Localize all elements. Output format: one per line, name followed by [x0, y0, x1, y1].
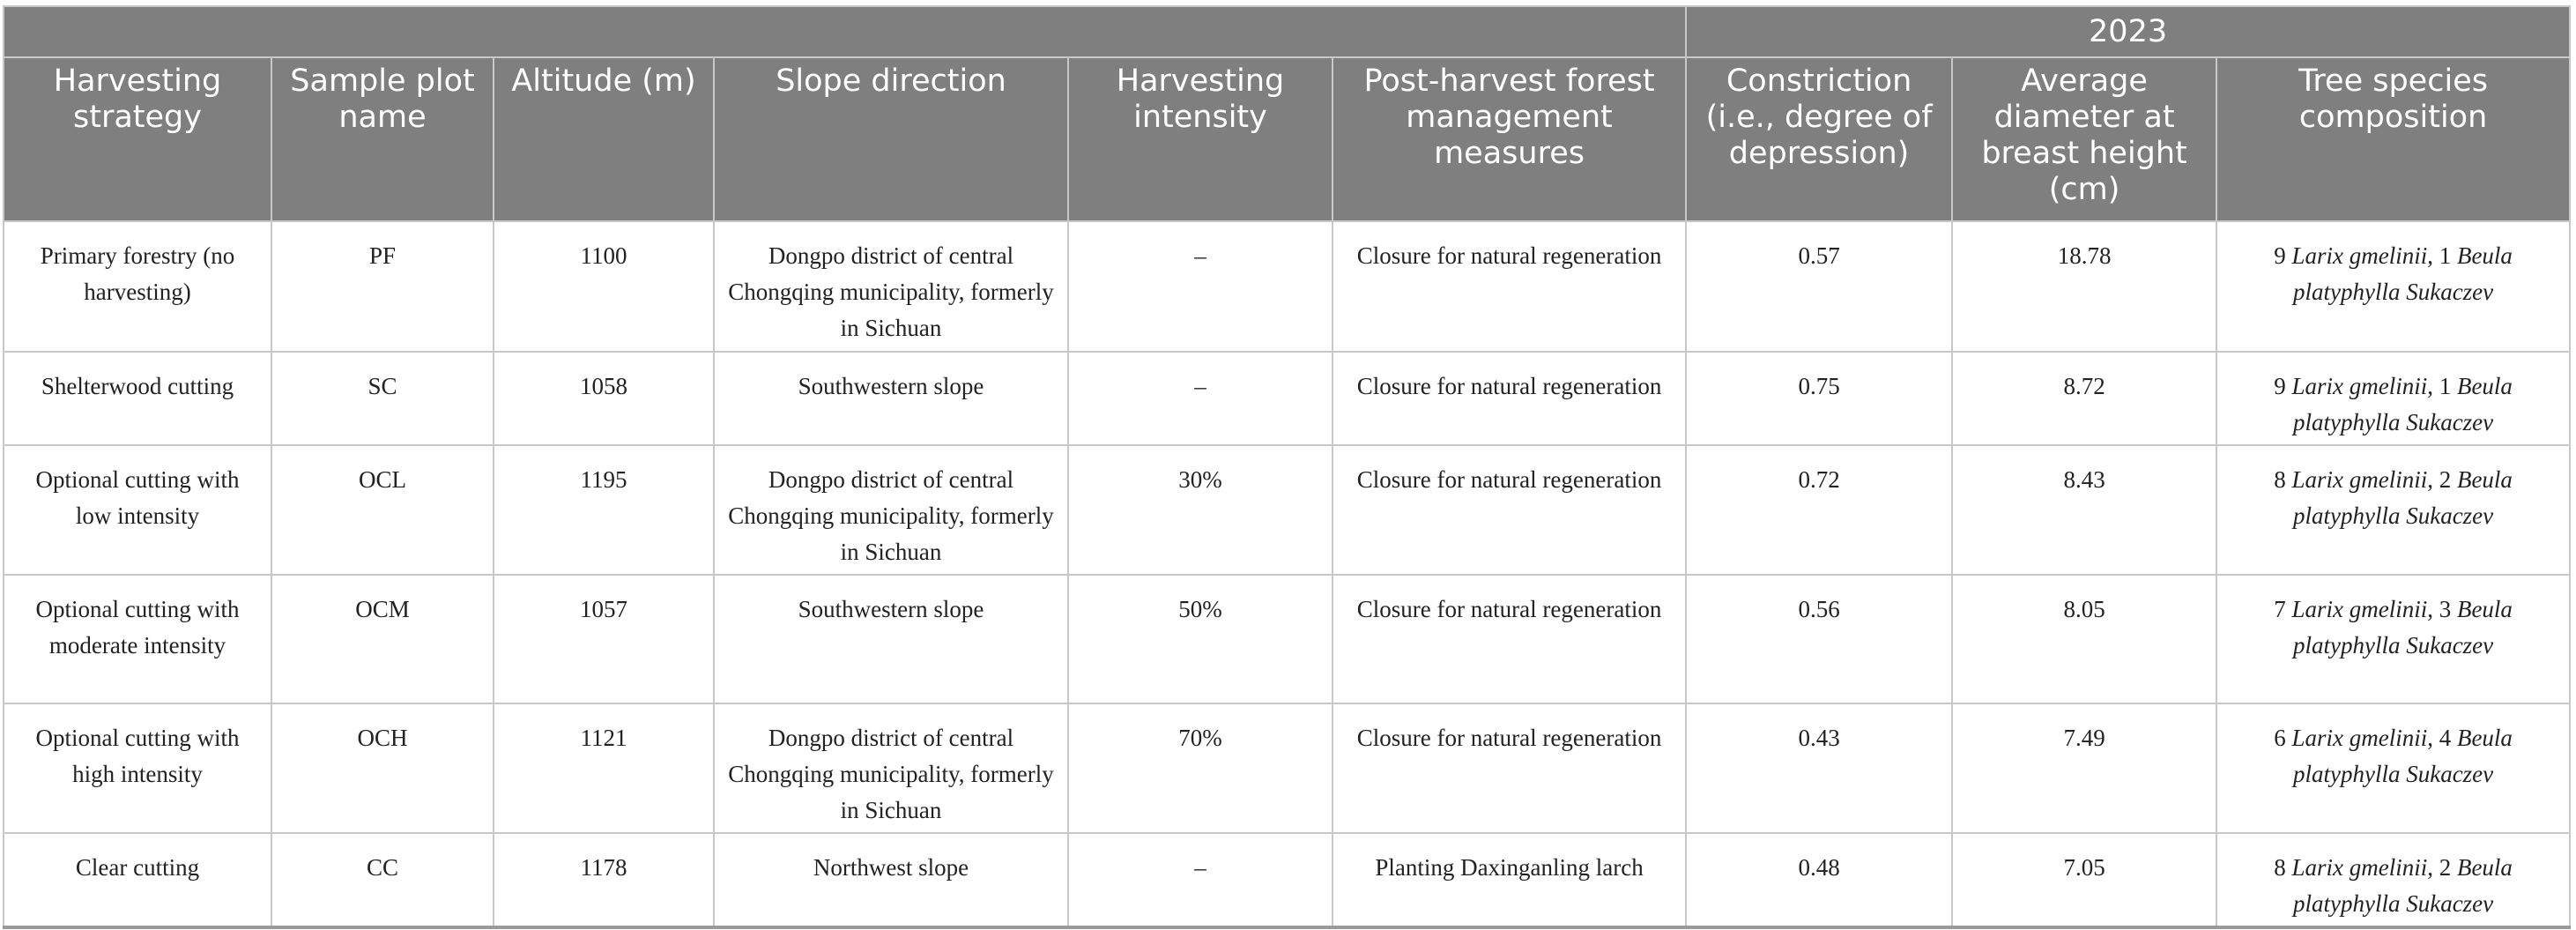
table-row: [4, 221, 2570, 352]
betula-count: 3: [2439, 596, 2452, 622]
cell-altitude: 1057: [494, 575, 714, 703]
cell-post-harvest-measures: Planting Daxinganling larch: [1333, 833, 1686, 927]
table-row: [4, 352, 2570, 445]
cell-constriction: 0.72: [1686, 445, 1952, 575]
cell-altitude: 1195: [494, 445, 714, 575]
cell-slope-direction: Dongpo district of central Chongqing municipality, formerly in Sichuan: [714, 445, 1068, 575]
group-header-row: [4, 6, 2570, 57]
cell-post-harvest-measures: Closure for natural regeneration: [1333, 445, 1686, 575]
cell-post-harvest-measures: Closure for natural regeneration: [1333, 703, 1686, 833]
cell-constriction: 0.57: [1686, 221, 1952, 352]
betula-species-name: Beula platyphylla Sukaczev: [2292, 725, 2513, 787]
larix-species-name: Larix gmelinii: [2291, 373, 2428, 399]
cell-post-harvest-measures: Closure for natural regeneration: [1333, 352, 1686, 445]
cell-harvesting-strategy: Shelterwood cutting: [4, 352, 271, 445]
cell-slope-direction: Southwestern slope: [714, 575, 1068, 703]
betula-species-name: Beula platyphylla Sukaczev: [2292, 373, 2513, 435]
cell-harvesting-strategy: Optional cutting with moderate intensity: [4, 575, 271, 703]
betula-count: 1: [2439, 373, 2452, 399]
cell-harvesting-strategy: Optional cutting with low intensity: [4, 445, 271, 575]
betula-count: 1: [2439, 242, 2452, 269]
group-header-year: 2023: [1686, 6, 2570, 57]
betula-species-name: Beula platyphylla Sukaczev: [2292, 596, 2513, 658]
cell-harvesting-intensity: –: [1068, 833, 1333, 927]
larix-species-name: Larix gmelinii: [2291, 725, 2428, 751]
cell-post-harvest-measures: Closure for natural regeneration: [1333, 221, 1686, 352]
betula-count: 2: [2439, 854, 2452, 881]
larix-count: 8: [2274, 466, 2286, 493]
harvesting-strategy-table: [3, 5, 2571, 929]
column-header-harvesting-strategy: Harvesting strategy: [4, 57, 271, 221]
cell-slope-direction: Dongpo district of central Chongqing municipality, formerly in Sichuan: [714, 221, 1068, 352]
cell-post-harvest-measures: Closure for natural regeneration: [1333, 575, 1686, 703]
cell-harvesting-intensity: 70%: [1068, 703, 1333, 833]
betula-species-name: Beula platyphylla Sukaczev: [2292, 854, 2513, 917]
cell-altitude: 1058: [494, 352, 714, 445]
table-row: [4, 575, 2570, 703]
column-header-post-harvest-measures: Post-harvest forest management measures: [1333, 57, 1686, 221]
cell-constriction: 0.56: [1686, 575, 1952, 703]
cell-sample-plot-name: OCH: [271, 703, 494, 833]
cell-slope-direction: Dongpo district of central Chongqing municipality, formerly in Sichuan: [714, 703, 1068, 833]
table-body: [4, 221, 2570, 927]
cell-constriction: 0.48: [1686, 833, 1952, 927]
cell-average-dbh: 8.72: [1952, 352, 2216, 445]
cell-sample-plot-name: OCL: [271, 445, 494, 575]
cell-tree-species-composition: 8 Larix gmelinii, 2 Beula platyphylla Sukaczev: [2216, 833, 2570, 927]
table-header: [4, 6, 2570, 221]
cell-sample-plot-name: PF: [271, 221, 494, 352]
larix-species-name: Larix gmelinii: [2291, 242, 2428, 269]
table-row: [4, 833, 2570, 927]
harvesting-table-container: [3, 5, 2569, 929]
betula-count: 4: [2439, 725, 2452, 751]
cell-slope-direction: Southwestern slope: [714, 352, 1068, 445]
column-header-row: [4, 57, 2570, 221]
column-header-slope-direction: Slope direction: [714, 57, 1068, 221]
column-header-constriction: Constriction (i.e., degree of depression): [1686, 57, 1952, 221]
cell-average-dbh: 7.05: [1952, 833, 2216, 927]
cell-average-dbh: 8.05: [1952, 575, 2216, 703]
cell-harvesting-strategy: Clear cutting: [4, 833, 271, 927]
betula-species-name: Beula platyphylla Sukaczev: [2292, 242, 2513, 305]
larix-count: 8: [2274, 854, 2286, 881]
cell-constriction: 0.75: [1686, 352, 1952, 445]
cell-tree-species-composition: 9 Larix gmelinii, 1 Beula platyphylla Sukaczev: [2216, 352, 2570, 445]
cell-altitude: 1178: [494, 833, 714, 927]
table-row: [4, 445, 2570, 575]
larix-count: 7: [2274, 596, 2286, 622]
cell-slope-direction: Northwest slope: [714, 833, 1068, 927]
larix-count: 9: [2274, 373, 2286, 399]
cell-average-dbh: 18.78: [1952, 221, 2216, 352]
column-header-sample-plot-name: Sample plot name: [271, 57, 494, 221]
column-header-harvesting-intensity: Harvesting intensity: [1068, 57, 1333, 221]
cell-constriction: 0.43: [1686, 703, 1952, 833]
larix-species-name: Larix gmelinii: [2291, 854, 2428, 881]
cell-sample-plot-name: OCM: [271, 575, 494, 703]
group-header-blank: [4, 6, 1686, 57]
larix-species-name: Larix gmelinii: [2291, 596, 2428, 622]
larix-species-name: Larix gmelinii: [2291, 466, 2428, 493]
cell-altitude: 1100: [494, 221, 714, 352]
table-row: [4, 703, 2570, 833]
cell-harvesting-intensity: 30%: [1068, 445, 1333, 575]
cell-harvesting-intensity: –: [1068, 221, 1333, 352]
betula-species-name: Beula platyphylla Sukaczev: [2292, 466, 2513, 529]
cell-sample-plot-name: CC: [271, 833, 494, 927]
larix-count: 9: [2274, 242, 2286, 269]
betula-count: 2: [2439, 466, 2452, 493]
larix-count: 6: [2274, 725, 2286, 751]
column-header-average-dbh: Average diameter at breast height (cm): [1952, 57, 2216, 221]
column-header-altitude: Altitude (m): [494, 57, 714, 221]
cell-sample-plot-name: SC: [271, 352, 494, 445]
cell-average-dbh: 7.49: [1952, 703, 2216, 833]
cell-harvesting-strategy: Primary forestry (no harvesting): [4, 221, 271, 352]
cell-tree-species-composition: 8 Larix gmelinii, 2 Beula platyphylla Sukaczev: [2216, 445, 2570, 575]
cell-altitude: 1121: [494, 703, 714, 833]
cell-harvesting-intensity: 50%: [1068, 575, 1333, 703]
column-header-tree-species-composition: Tree species composition: [2216, 57, 2570, 221]
cell-tree-species-composition: 6 Larix gmelinii, 4 Beula platyphylla Sukaczev: [2216, 703, 2570, 833]
cell-average-dbh: 8.43: [1952, 445, 2216, 575]
cell-harvesting-intensity: –: [1068, 352, 1333, 445]
cell-harvesting-strategy: Optional cutting with high intensity: [4, 703, 271, 833]
cell-tree-species-composition: 9 Larix gmelinii, 1 Beula platyphylla Sukaczev: [2216, 221, 2570, 352]
cell-tree-species-composition: 7 Larix gmelinii, 3 Beula platyphylla Sukaczev: [2216, 575, 2570, 703]
